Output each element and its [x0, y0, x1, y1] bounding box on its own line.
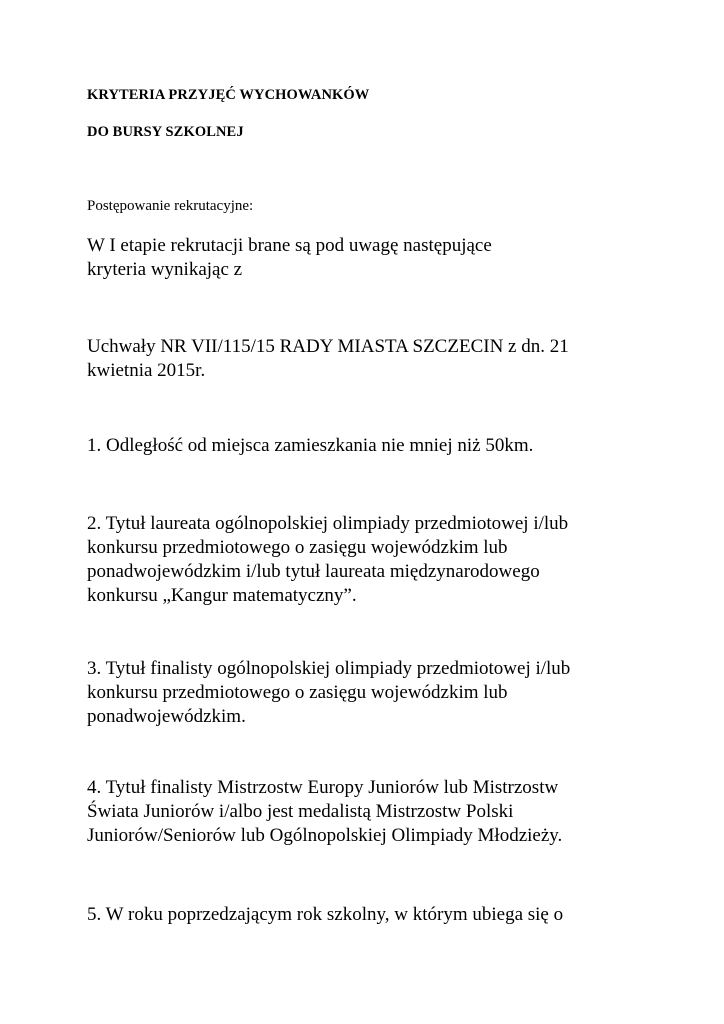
criterion-2: [87, 512, 687, 608]
resolution-line: Uchwały NR VII/115/15 RADY MIASTA SZCZECIN z dn. 21: [87, 336, 569, 357]
criterion-line: ponadwojewódzkim i/lub tytuł laureata międzynarodowego: [87, 561, 540, 582]
resolution-paragraph: [87, 335, 687, 383]
criterion-line: Juniorów/Seniorów lub Ogólnopolskiej Olimpiady Młodzieży.: [87, 825, 563, 846]
criterion-4: [87, 776, 687, 848]
criterion-line: konkursu przedmiotowego o zasięgu wojewódzkim lub: [87, 682, 508, 703]
criterion-line: 5. W roku poprzedzającym rok szkolny, w którym ubiega się o: [87, 904, 564, 925]
criterion-line: ponadwojewódzkim.: [87, 706, 246, 727]
criterion-line: 4. Tytuł finalisty Mistrzostw Europy Juniorów lub Mistrzostw: [87, 777, 559, 798]
document-title-line-2: DO BURSY SZKOLNEJ: [87, 124, 244, 140]
criterion-1: [87, 434, 687, 458]
intro-line: W I etapie rekrutacji brane są pod uwagę następujące: [87, 235, 492, 256]
intro-line: kryteria wynikając z: [87, 259, 243, 280]
criterion-5: [87, 903, 687, 927]
criterion-line: 1. Odległość od miejsca zamieszkania nie mniej niż 50km.: [87, 435, 534, 456]
criterion-3: [87, 657, 687, 729]
resolution-line: kwietnia 2015r.: [87, 360, 206, 381]
criterion-line: 2. Tytuł laureata ogólnopolskiej olimpiady przedmiotowej i/lub: [87, 513, 569, 534]
document-title-line-1: KRYTERIA PRZYJĘĆ WYCHOWANKÓW: [87, 87, 370, 103]
criterion-line: konkursu przedmiotowego o zasięgu wojewódzkim lub: [87, 537, 508, 558]
intro-paragraph: [87, 234, 687, 282]
criterion-line: konkursu „Kangur matematyczny”.: [87, 585, 357, 606]
criterion-line: Świata Juniorów i/albo jest medalistą Mistrzostw Polski: [87, 801, 514, 822]
procedure-label: Postępowanie rekrutacyjne:: [87, 198, 254, 214]
criterion-line: 3. Tytuł finalisty ogólnopolskiej olimpiady przedmiotowej i/lub: [87, 658, 571, 679]
